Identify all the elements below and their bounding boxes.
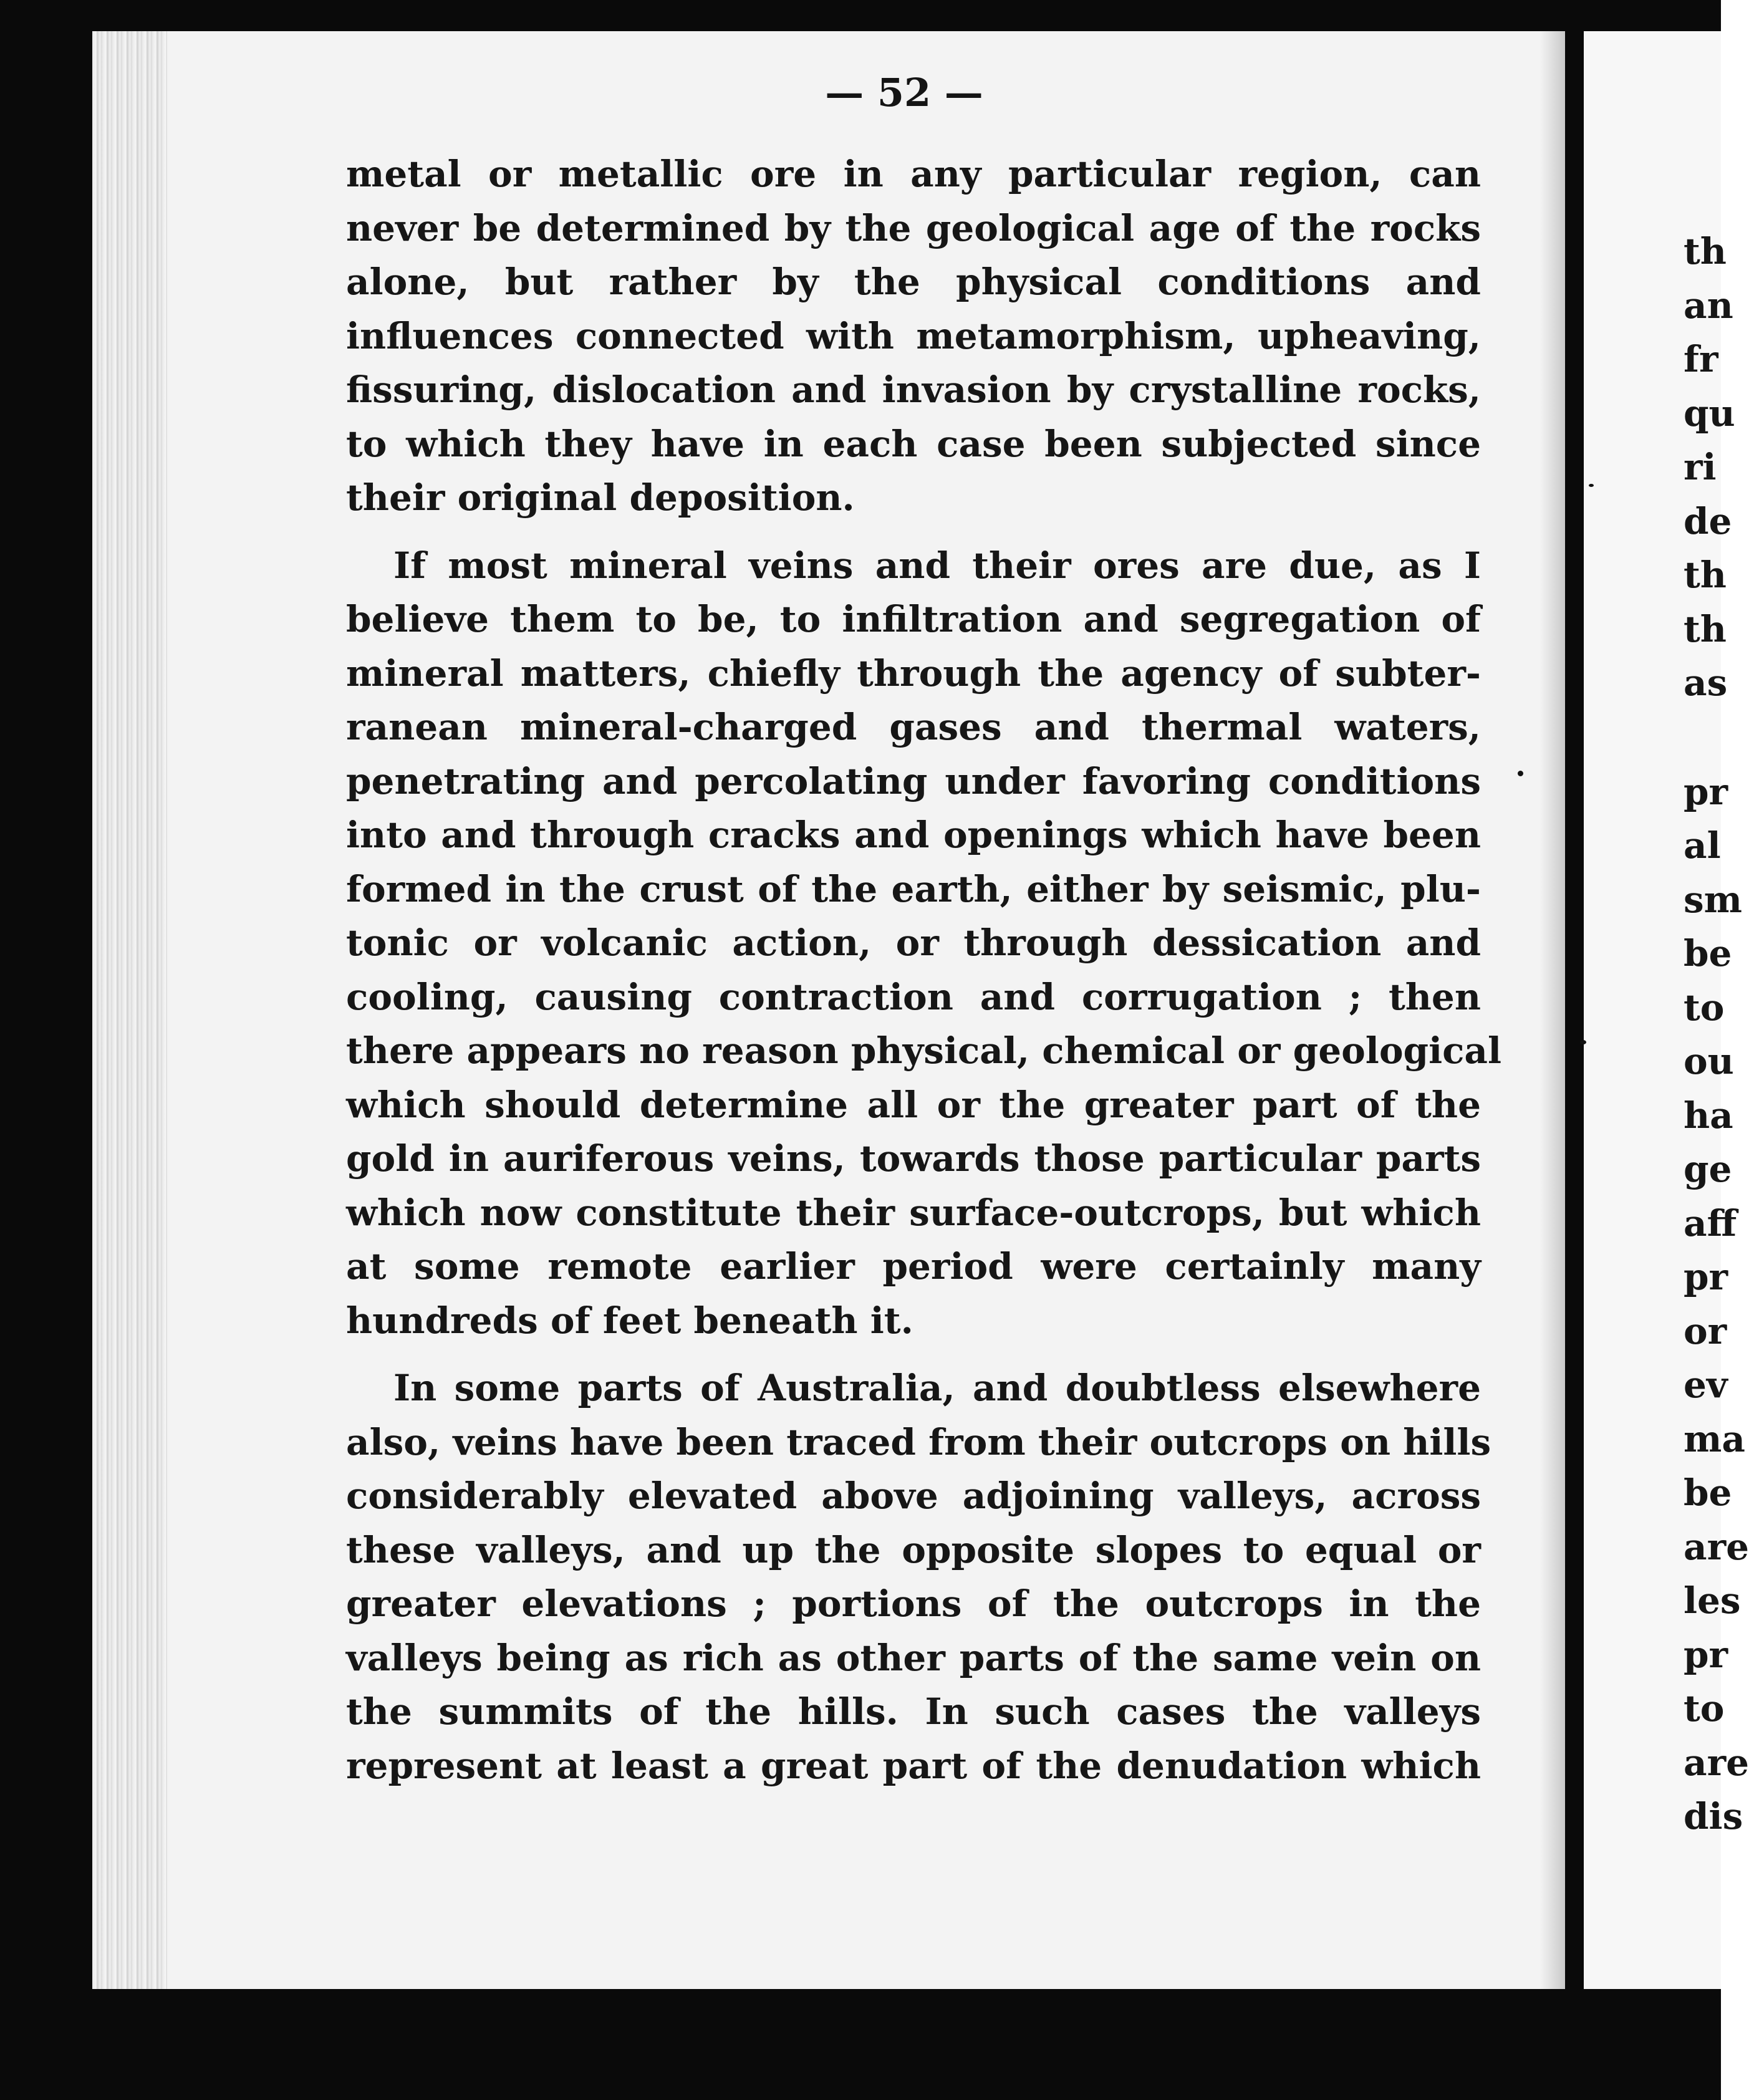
fragment: as bbox=[1684, 662, 1728, 704]
text-line: gold in auriferous veins, towards those particular parts bbox=[346, 1137, 1481, 1180]
fragment: pr bbox=[1684, 1633, 1728, 1676]
text-line: If most mineral veins and their ores are due, as I bbox=[393, 544, 1481, 587]
binding-shadow bbox=[1540, 31, 1565, 1989]
text-line: cooling, causing contraction and corrugation ; then bbox=[346, 975, 1481, 1018]
fragment: dis bbox=[1684, 1795, 1743, 1838]
fragment: ge bbox=[1684, 1148, 1732, 1190]
fragment: les bbox=[1684, 1579, 1741, 1622]
scan-border-left bbox=[0, 0, 92, 2100]
fragment: pr bbox=[1684, 1256, 1728, 1298]
scan-speck bbox=[1589, 484, 1594, 487]
text-line: at some remote earlier period were certainly many bbox=[346, 1245, 1481, 1288]
text-line: alone, but rather by the physical conditions and bbox=[346, 261, 1481, 303]
fragment: th bbox=[1684, 230, 1727, 272]
text-line: fissuring, dislocation and invasion by crystalline rocks, bbox=[346, 368, 1481, 411]
fragment: al bbox=[1684, 824, 1721, 867]
fragment: th bbox=[1684, 554, 1727, 596]
text-line: formed in the crust of the earth, either by seismic, plu- bbox=[346, 867, 1481, 910]
text-line: valleys being as rich as other parts of the same vein on bbox=[346, 1636, 1481, 1679]
scan-border-bottom bbox=[0, 1989, 1721, 2100]
text-line: into and through cracks and openings which have been bbox=[346, 814, 1481, 856]
fragment: qu bbox=[1684, 392, 1735, 435]
paragraph-3 bbox=[346, 1361, 1491, 1793]
text-line: influences connected with metamorphism, upheaving, bbox=[346, 314, 1481, 357]
text-line: which should determine all or the greater part of the bbox=[346, 1083, 1481, 1126]
scan-speck bbox=[1580, 1040, 1586, 1044]
text-line: these valleys, and up the opposite slopes to equal or bbox=[346, 1528, 1481, 1571]
fragment: are bbox=[1684, 1741, 1749, 1784]
fragment: sm bbox=[1684, 878, 1743, 921]
fragment: be bbox=[1684, 1471, 1732, 1514]
fragment: ev bbox=[1684, 1364, 1728, 1406]
text-line: represent at least a great part of the denudation which bbox=[346, 1744, 1481, 1787]
text-line: the summits of the hills. In such cases the valleys bbox=[346, 1690, 1481, 1733]
page-stack-edges bbox=[92, 31, 167, 1989]
text-line: penetrating and percolating under favoring conditions bbox=[346, 759, 1481, 802]
fragment: th bbox=[1684, 607, 1727, 650]
text-line: mineral matters, chiefly through the agency of subter- bbox=[346, 652, 1481, 695]
fragment-gap bbox=[1684, 710, 1721, 765]
text-line: In some parts of Australia, and doubtless elsewhere bbox=[393, 1367, 1481, 1409]
text-line: never be determined by the geological age of the rocks bbox=[346, 206, 1481, 249]
fragment: pr bbox=[1684, 770, 1728, 813]
book-gutter bbox=[1565, 0, 1584, 2100]
fragment: ou bbox=[1684, 1040, 1734, 1082]
fragment: to bbox=[1684, 1687, 1725, 1730]
text-line: believe them to be, to infiltration and segregation of bbox=[346, 598, 1481, 640]
fragment: ri bbox=[1684, 446, 1717, 488]
fragment: an bbox=[1684, 284, 1733, 327]
paragraph-2 bbox=[346, 539, 1502, 1348]
text-line: metal or metallic ore in any particular region, can bbox=[346, 153, 1481, 195]
text-line: greater elevations ; portions of the outcrops in the bbox=[346, 1582, 1481, 1625]
fragment: fr bbox=[1684, 338, 1718, 380]
fragment: ma bbox=[1684, 1417, 1745, 1460]
scan-border-top bbox=[0, 0, 1721, 31]
text-line: their original deposition. bbox=[346, 476, 855, 519]
fragment: ha bbox=[1684, 1094, 1733, 1137]
fragment: are bbox=[1684, 1525, 1749, 1568]
text-line: tonic or volcanic action, or through dessication and bbox=[346, 922, 1481, 964]
text-line: to which they have in each case been subjected since bbox=[346, 422, 1481, 465]
text-line: considerably elevated above adjoining valleys, across bbox=[346, 1475, 1481, 1517]
fragment: aff bbox=[1684, 1202, 1737, 1245]
fragment: de bbox=[1684, 499, 1732, 542]
scan-speck bbox=[1518, 771, 1523, 776]
page-number: — 52 — bbox=[825, 70, 983, 115]
text-line: which now constitute their surface-outcrops, but which bbox=[346, 1191, 1481, 1234]
facing-page-text bbox=[1684, 224, 1749, 1844]
text-line: hundreds of feet beneath it. bbox=[346, 1299, 913, 1342]
fragment: or bbox=[1684, 1309, 1727, 1352]
fragment: be bbox=[1684, 932, 1732, 975]
paragraph-1 bbox=[346, 147, 1481, 525]
fragment: to bbox=[1684, 986, 1725, 1029]
text-line: there appears no reason physical, chemical or geological bbox=[346, 1029, 1502, 1072]
body-text bbox=[346, 147, 1502, 1806]
text-line: ranean mineral-charged gases and thermal waters, bbox=[346, 706, 1481, 748]
text-line: also, veins have been traced from their outcrops on hills bbox=[346, 1420, 1491, 1463]
